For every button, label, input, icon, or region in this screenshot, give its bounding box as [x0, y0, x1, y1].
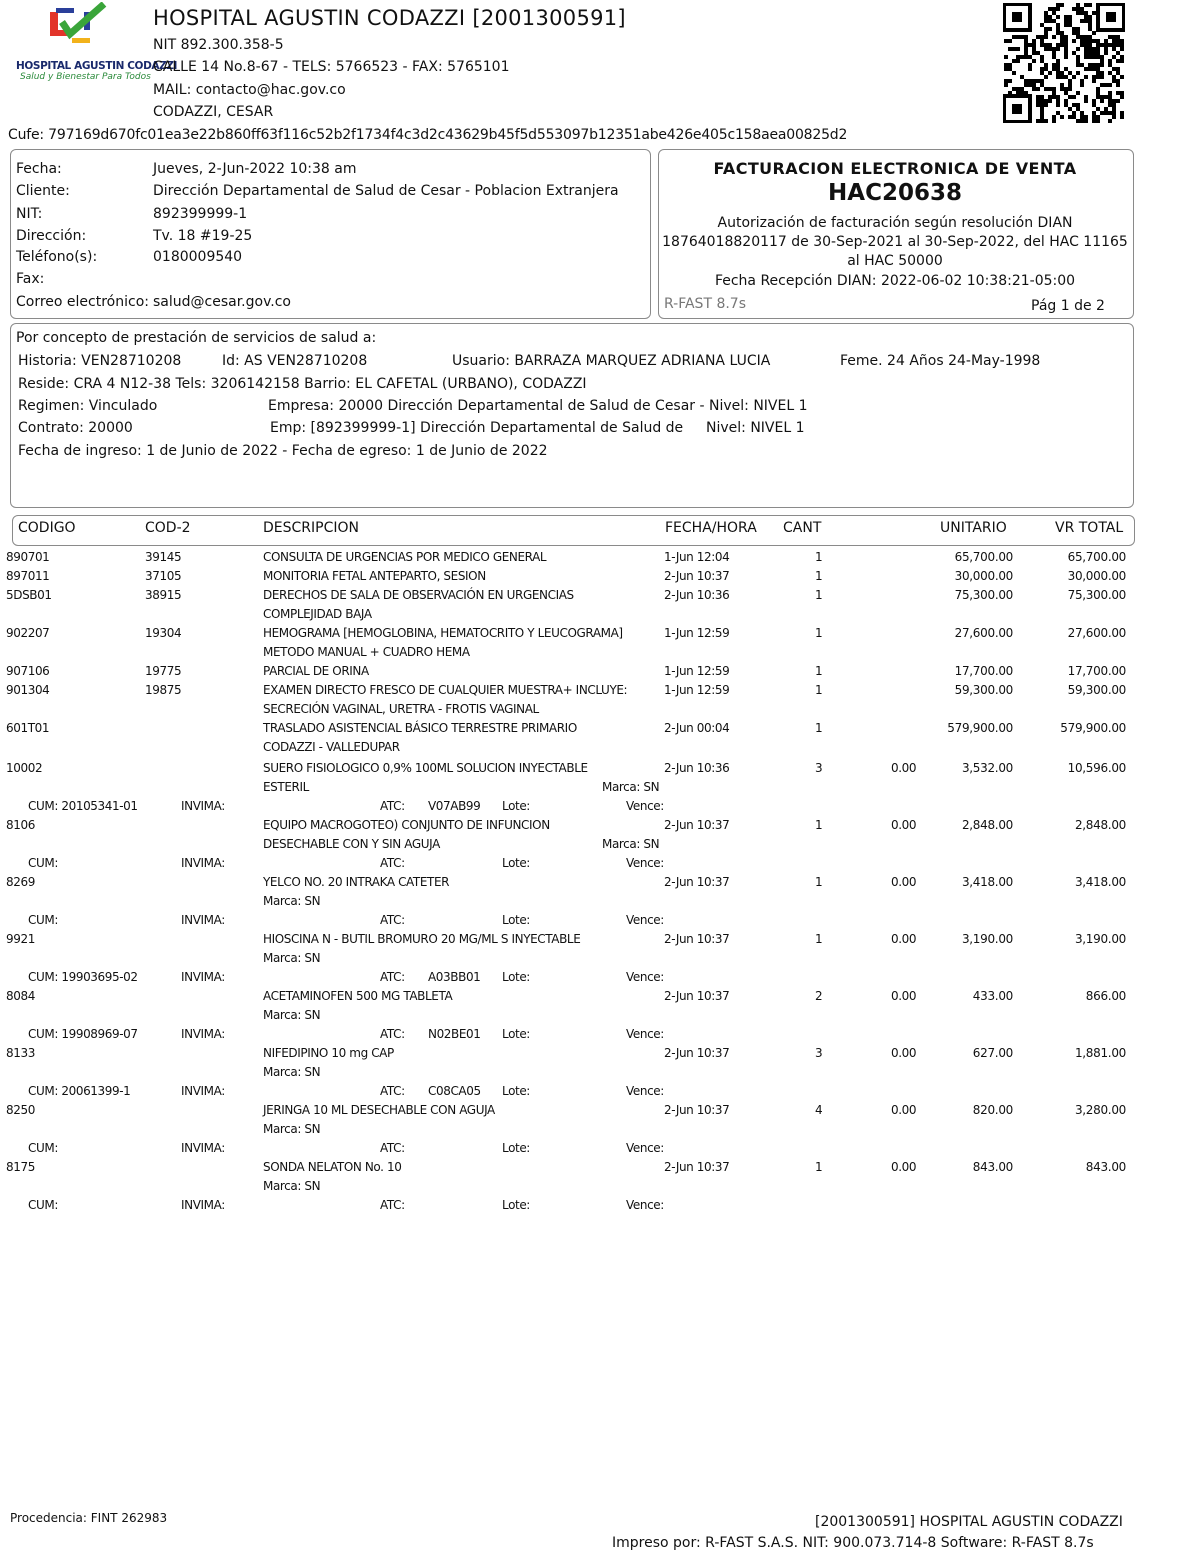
item-lote: Lote:	[502, 913, 530, 927]
item-codigo: 8133	[6, 1046, 35, 1060]
footer-printed-by: Impreso por: R-FAST S.A.S. NIT: 900.073.714-8 Software: R-FAST 8.7s	[612, 1535, 1094, 1551]
patient-historia: Historia: VEN28710208	[18, 353, 182, 369]
row-fecha: 1-Jun 12:59	[664, 664, 730, 678]
row-cant: 1	[815, 626, 823, 640]
item-codigo: 8084	[6, 989, 35, 1003]
col-fecha-hora: FECHA/HORA	[665, 520, 757, 536]
item-atc: ATC:	[380, 970, 405, 984]
item-unitario: 3,532.00	[961, 761, 1013, 775]
qr-icon	[1003, 3, 1125, 123]
row-descripcion-2: SECRECIÓN VAGINAL, URETRA - FROTIS VAGINAL	[263, 702, 539, 716]
row-descripcion: HEMOGRAMA [HEMOGLOBINA, HEMATOCRITO Y LEUCOGRAMA]	[263, 626, 623, 640]
invoice-number: HAC20638	[828, 180, 962, 206]
item-total: 866.00	[1085, 989, 1126, 1003]
row-descripcion: MONITORIA FETAL ANTEPARTO, SESION	[263, 569, 486, 583]
patient-id: Id: AS VEN28710208	[222, 353, 368, 369]
item-codigo: 9921	[6, 932, 35, 946]
row-unitario: 59,300.00	[954, 683, 1013, 697]
item-codigo: 8175	[6, 1160, 35, 1174]
item-unitario: 627.00	[972, 1046, 1013, 1060]
row-total: 17,700.00	[1067, 664, 1126, 678]
row-unitario: 75,300.00	[954, 588, 1013, 602]
row-codigo: 890701	[6, 550, 50, 564]
hospital-logo	[12, 2, 178, 86]
item-unitario: 3,190.00	[961, 932, 1013, 946]
row-cant: 1	[815, 721, 823, 735]
correo-label: Correo electrónico:	[16, 294, 149, 310]
item-atc-value: V07AB99	[428, 799, 481, 813]
item-invima: INVIMA:	[181, 1141, 225, 1155]
row-descripcion: DERECHOS DE SALA DE OBSERVACIÓN EN URGENCIAS	[263, 588, 574, 602]
item-invima: INVIMA:	[181, 970, 225, 984]
item-marca: Marca: SN	[263, 951, 321, 965]
cliente-label: Cliente:	[16, 183, 70, 199]
patient-usuario: Usuario: BARRAZA MARQUEZ ADRIANA LUCIA	[452, 353, 771, 369]
row-codigo: 902207	[6, 626, 50, 640]
item-lote: Lote:	[502, 970, 530, 984]
item-descripcion: NIFEDIPINO 10 mg CAP	[263, 1046, 394, 1060]
item-atc-value: N02BE01	[428, 1027, 481, 1041]
invoice-auth-3: al HAC 50000	[847, 253, 943, 269]
row-cod2: 19304	[145, 626, 182, 640]
hospital-address: CALLE 14 No.8-67 - TELS: 5766523 - FAX: 5765101	[153, 59, 510, 75]
item-marca: Marca: SN	[263, 1122, 321, 1136]
cufe: Cufe: 797169d670fc01ea3e22b860ff63f116c52b2f1734f4c3d2c43629b45f5d553097b12351abe426e405c158aea00825d2	[8, 127, 848, 143]
item-descuento: 0.00	[891, 932, 917, 946]
item-descuento: 0.00	[891, 761, 917, 775]
item-invima: INVIMA:	[181, 856, 225, 870]
item-atc: ATC:	[380, 913, 405, 927]
patient-concept: Por concepto de prestación de servicios de salud a:	[16, 330, 377, 346]
item-descripcion: EQUIPO MACROGOTEO) CONJUNTO DE INFUNCION	[263, 818, 550, 832]
invoice-reception: Fecha Recepción DIAN: 2022-06-02 10:38:21-05:00	[714, 273, 1076, 289]
item-atc: ATC:	[380, 799, 405, 813]
patient-reside: Reside: CRA 4 N12-38 Tels: 3206142158 Barrio: EL CAFETAL (URBANO), CODAZZI	[18, 376, 587, 392]
patient-emp: Emp: [892399999-1] Dirección Departamental de Salud de	[270, 420, 684, 436]
item-vence: Vence:	[626, 913, 664, 927]
item-codigo: 10002	[6, 761, 43, 775]
item-atc: ATC:	[380, 1141, 405, 1155]
item-vence: Vence:	[626, 1198, 664, 1212]
row-fecha: 1-Jun 12:59	[664, 626, 730, 640]
item-marca: Marca: SN	[602, 780, 660, 794]
patient-nivel: Nivel: NIVEL 1	[706, 420, 805, 436]
item-cum: CUM: 20105341-01	[28, 799, 138, 813]
item-total: 3,280.00	[1074, 1103, 1126, 1117]
item-descuento: 0.00	[891, 989, 917, 1003]
item-codigo: 8106	[6, 818, 35, 832]
item-cant: 1	[815, 1160, 823, 1174]
row-cant: 1	[815, 569, 823, 583]
row-descripcion-2: CODAZZI - VALLEDUPAR	[263, 740, 400, 754]
item-total: 2,848.00	[1074, 818, 1126, 832]
item-unitario: 3,418.00	[961, 875, 1013, 889]
row-codigo: 901304	[6, 683, 50, 697]
invoice-auth-2: 18764018820117 de 30-Sep-2021 al 30-Sep-2022, del HAC 11165	[662, 234, 1128, 250]
item-invima: INVIMA:	[181, 1198, 225, 1212]
row-cod2: 19875	[145, 683, 182, 697]
item-fecha: 2-Jun 10:37	[664, 1103, 730, 1117]
item-unitario: 433.00	[972, 989, 1013, 1003]
fecha-value: Jueves, 2-Jun-2022 10:38 am	[153, 161, 357, 177]
row-unitario: 27,600.00	[954, 626, 1013, 640]
col-unitario: UNITARIO	[940, 520, 1007, 536]
item-lote: Lote:	[502, 1141, 530, 1155]
row-total: 30,000.00	[1067, 569, 1126, 583]
item-descripcion: HIOSCINA N - BUTIL BROMURO 20 MG/ML S INYECTABLE	[263, 932, 581, 946]
item-descripcion: SUERO FISIOLOGICO 0,9% 100ML SOLUCION INYECTABLE	[263, 761, 588, 775]
patient-contrato: Contrato: 20000	[18, 420, 133, 436]
item-fecha: 2-Jun 10:37	[664, 1160, 730, 1174]
row-unitario: 65,700.00	[954, 550, 1013, 564]
item-total: 843.00	[1085, 1160, 1126, 1174]
item-lote: Lote:	[502, 799, 530, 813]
item-cum: CUM:	[28, 1141, 58, 1155]
item-invima: INVIMA:	[181, 799, 225, 813]
item-cum: CUM: 19903695-02	[28, 970, 138, 984]
item-descuento: 0.00	[891, 1160, 917, 1174]
item-lote: Lote:	[502, 1198, 530, 1212]
item-fecha: 2-Jun 10:37	[664, 818, 730, 832]
item-marca: Marca: SN	[263, 1008, 321, 1022]
item-cant: 1	[815, 818, 823, 832]
row-total: 579,900.00	[1060, 721, 1126, 735]
row-descripcion: TRASLADO ASISTENCIAL BÁSICO TERRESTRE PRIMARIO	[263, 721, 577, 735]
item-lote: Lote:	[502, 856, 530, 870]
item-descuento: 0.00	[891, 1046, 917, 1060]
item-fecha: 2-Jun 10:36	[664, 761, 730, 775]
row-total: 65,700.00	[1067, 550, 1126, 564]
row-codigo: 601T01	[6, 721, 50, 735]
item-unitario: 820.00	[972, 1103, 1013, 1117]
item-descuento: 0.00	[891, 875, 917, 889]
row-total: 59,300.00	[1067, 683, 1126, 697]
row-unitario: 579,900.00	[947, 721, 1013, 735]
item-vence: Vence:	[626, 1141, 664, 1155]
row-cod2: 38915	[145, 588, 182, 602]
row-cod2: 19775	[145, 664, 182, 678]
invoice-auth-1: Autorización de facturación según resolución DIAN	[717, 215, 1073, 231]
item-unitario: 843.00	[972, 1160, 1013, 1174]
item-fecha: 2-Jun 10:37	[664, 875, 730, 889]
patient-empresa: Empresa: 20000 Dirección Departamental de Salud de Cesar - Nivel: NIVEL 1	[268, 398, 808, 414]
row-codigo: 897011	[6, 569, 50, 583]
row-cant: 1	[815, 588, 823, 602]
item-atc: ATC:	[380, 1027, 405, 1041]
row-total: 27,600.00	[1067, 626, 1126, 640]
item-fecha: 2-Jun 10:37	[664, 1046, 730, 1060]
item-total: 3,190.00	[1074, 932, 1126, 946]
item-total: 10,596.00	[1067, 761, 1126, 775]
item-cant: 1	[815, 875, 823, 889]
item-atc: ATC:	[380, 1084, 405, 1098]
item-lote: Lote:	[502, 1027, 530, 1041]
row-fecha: 2-Jun 10:36	[664, 588, 730, 602]
direccion-value: Tv. 18 #19-25	[153, 228, 253, 244]
item-cant: 1	[815, 932, 823, 946]
footer-procedencia: Procedencia: FINT 262983	[10, 1511, 168, 1525]
item-cum: CUM:	[28, 1198, 58, 1212]
qr-code	[1003, 3, 1125, 123]
item-atc-value: A03BB01	[428, 970, 481, 984]
logo-name: HOSPITAL AGUSTIN CODAZZI	[16, 60, 178, 72]
col-cant: CANT	[783, 520, 822, 536]
row-unitario: 17,700.00	[954, 664, 1013, 678]
item-fecha: 2-Jun 10:37	[664, 932, 730, 946]
cliente-value: Dirección Departamental de Salud de Cesar - Poblacion Extranjera	[153, 183, 619, 199]
item-unitario: 2,848.00	[961, 818, 1013, 832]
logo-slogan: Salud y Bienestar Para Todos	[20, 72, 151, 82]
row-cod2: 37105	[145, 569, 182, 583]
correo-value: salud@cesar.gov.co	[153, 294, 291, 310]
item-cant: 2	[815, 989, 823, 1003]
col-descripcion: DESCRIPCION	[263, 520, 359, 536]
page-number: Pág 1 de 2	[1031, 298, 1105, 314]
item-descripcion-2: ESTERIL	[263, 780, 309, 794]
patient-feme: Feme. 24 Años 24-May-1998	[840, 353, 1041, 369]
item-lote: Lote:	[502, 1084, 530, 1098]
item-vence: Vence:	[626, 1084, 664, 1098]
row-codigo: 907106	[6, 664, 50, 678]
item-cum: CUM: 20061399-1	[28, 1084, 131, 1098]
item-marca: Marca: SN	[263, 894, 321, 908]
telefono-value: 0180009540	[153, 249, 243, 265]
item-total: 1,881.00	[1074, 1046, 1126, 1060]
row-cant: 1	[815, 664, 823, 678]
row-cant: 1	[815, 683, 823, 697]
hospital-nit: NIT 892.300.358-5	[153, 37, 284, 53]
item-cum: CUM:	[28, 913, 58, 927]
hospital-mail: MAIL: contacto@hac.gov.co	[153, 82, 346, 98]
item-cant: 3	[815, 1046, 823, 1060]
row-cant: 1	[815, 550, 823, 564]
item-marca: Marca: SN	[602, 837, 660, 851]
row-descripcion: EXAMEN DIRECTO FRESCO DE CUALQUIER MUESTRA+ INCLUYE:	[263, 683, 628, 697]
software-version: R-FAST 8.7s	[664, 296, 747, 312]
row-total: 75,300.00	[1067, 588, 1126, 602]
fax-label: Fax:	[16, 271, 45, 287]
row-fecha: 2-Jun 10:37	[664, 569, 730, 583]
item-vence: Vence:	[626, 1027, 664, 1041]
logo-icon	[12, 2, 152, 62]
telefono-label: Teléfono(s):	[16, 249, 98, 265]
item-marca: Marca: SN	[263, 1065, 321, 1079]
item-vence: Vence:	[626, 856, 664, 870]
item-descripcion: ACETAMINOFEN 500 MG TABLETA	[263, 989, 453, 1003]
item-cant: 4	[815, 1103, 823, 1117]
item-marca: Marca: SN	[263, 1179, 321, 1193]
col-vr-total: VR TOTAL	[1055, 520, 1124, 536]
item-atc: ATC:	[380, 1198, 405, 1212]
item-atc: ATC:	[380, 856, 405, 870]
patient-regimen: Regimen: Vinculado	[18, 398, 158, 414]
patient-box	[10, 323, 1134, 508]
item-vence: Vence:	[626, 970, 664, 984]
hospital-city: CODAZZI, CESAR	[153, 104, 274, 120]
item-descuento: 0.00	[891, 1103, 917, 1117]
row-unitario: 30,000.00	[954, 569, 1013, 583]
item-fecha: 2-Jun 10:37	[664, 989, 730, 1003]
item-descripcion: JERINGA 10 ML DESECHABLE CON AGUJA	[263, 1103, 495, 1117]
item-cant: 3	[815, 761, 823, 775]
item-atc-value: C08CA05	[428, 1084, 481, 1098]
row-fecha: 1-Jun 12:59	[664, 683, 730, 697]
row-descripcion: PARCIAL DE ORINA	[263, 664, 369, 678]
item-codigo: 8269	[6, 875, 35, 889]
nit-value: 892399999-1	[153, 206, 248, 222]
item-codigo: 8250	[6, 1103, 35, 1117]
item-total: 3,418.00	[1074, 875, 1126, 889]
row-fecha: 2-Jun 00:04	[664, 721, 730, 735]
item-invima: INVIMA:	[181, 1084, 225, 1098]
hospital-title: HOSPITAL AGUSTIN CODAZZI [2001300591]	[153, 6, 626, 30]
item-descuento: 0.00	[891, 818, 917, 832]
invoice-title: FACTURACION ELECTRONICA DE VENTA	[713, 159, 1077, 178]
fecha-label: Fecha:	[16, 161, 62, 177]
row-descripcion-2: METODO MANUAL + CUADRO HEMA	[263, 645, 470, 659]
direccion-label: Dirección:	[16, 228, 87, 244]
row-fecha: 1-Jun 12:04	[664, 550, 730, 564]
item-invima: INVIMA:	[181, 1027, 225, 1041]
row-descripcion-2: COMPLEJIDAD BAJA	[263, 607, 372, 621]
row-cod2: 39145	[145, 550, 182, 564]
item-descripcion: YELCO NO. 20 INTRAKA CATETER	[263, 875, 450, 889]
row-codigo: 5DSB01	[6, 588, 52, 602]
item-vence: Vence:	[626, 799, 664, 813]
nit-label: NIT:	[16, 206, 43, 222]
item-invima: INVIMA:	[181, 913, 225, 927]
footer-hospital: [2001300591] HOSPITAL AGUSTIN CODAZZI	[815, 1514, 1123, 1530]
patient-fechas: Fecha de ingreso: 1 de Junio de 2022 - Fecha de egreso: 1 de Junio de 2022	[18, 443, 548, 459]
item-descripcion-2: DESECHABLE CON Y SIN AGUJA	[263, 837, 440, 851]
row-descripcion: CONSULTA DE URGENCIAS POR MEDICO GENERAL	[263, 550, 547, 564]
item-cum: CUM: 19908969-07	[28, 1027, 138, 1041]
item-descripcion: SONDA NELATON No. 10	[263, 1160, 402, 1174]
col-cod2: COD-2	[145, 520, 191, 536]
col-codigo: CODIGO	[18, 520, 76, 536]
item-cum: CUM:	[28, 856, 58, 870]
